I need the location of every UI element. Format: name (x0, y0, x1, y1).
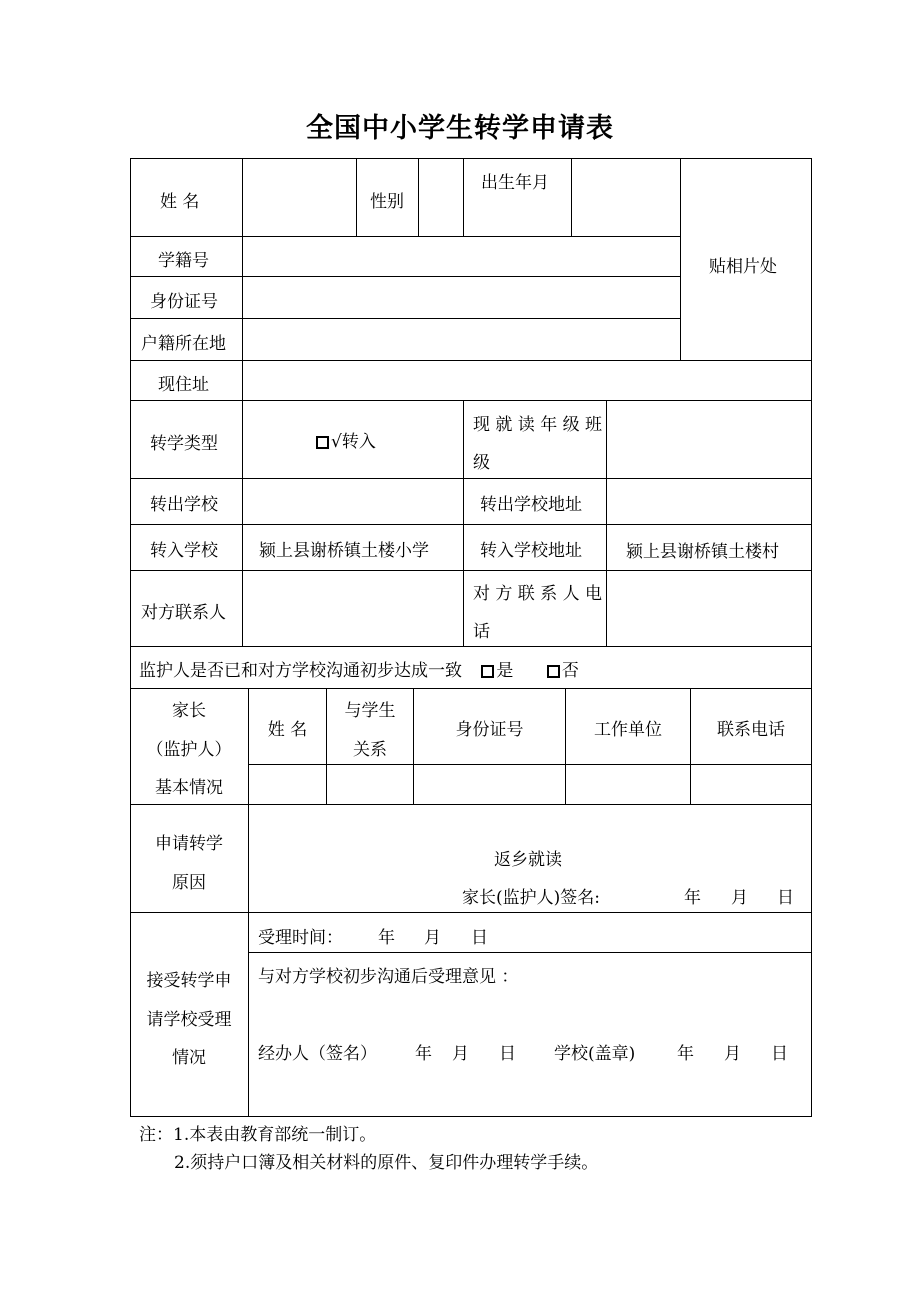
handler-month: 月 (452, 1044, 469, 1064)
transfer-in-checkbox[interactable] (316, 436, 329, 449)
guardian-signature-label: 家长(监护人)签名: (462, 888, 600, 908)
col-name-header: 姓 名 (267, 720, 308, 740)
reason-day: 日 (777, 888, 794, 908)
guardian-label-line3: 基本情况 (155, 778, 223, 798)
handler-day: 日 (499, 1044, 516, 1064)
no-label: 否 (561, 661, 579, 681)
in-school-addr-label: 转入学校地址 (480, 541, 582, 561)
school-year: 年 (677, 1044, 694, 1064)
accept-label-line1: 接受转学申 (146, 971, 232, 991)
contact-phone-label-line1: 对 方 联 系 人 电 (473, 584, 603, 604)
student-id-label: 学籍号 (158, 251, 209, 271)
col-id-header: 身份证号 (455, 720, 524, 740)
transfer-type-value (316, 432, 376, 452)
accept-time-year: 年 (378, 928, 395, 948)
no-checkbox[interactable] (547, 665, 560, 678)
address-label: 现住址 (158, 375, 209, 395)
reason-year: 年 (684, 888, 701, 908)
out-school-label: 转出学校 (150, 495, 218, 515)
contact-phone-label-line2: 话 (473, 622, 490, 642)
gender-label: 性别 (370, 192, 404, 212)
school-month: 月 (724, 1044, 741, 1064)
reason-month: 月 (731, 888, 748, 908)
school-stamp-label: 学校(盖章) (554, 1044, 636, 1064)
guardian-label-line1: 家长 (172, 701, 206, 721)
col-work-header: 工作单位 (594, 720, 662, 740)
accept-label-line3: 情况 (172, 1048, 206, 1068)
accept-label-line2: 请学校受理 (146, 1010, 232, 1030)
reason-label-line2: 原因 (172, 873, 206, 893)
guardian-agreement-question: 监护人是否已和对方学校沟通初步达成一致 (139, 661, 462, 681)
col-relation-header-line1: 与学生 (344, 701, 396, 721)
transfer-type-label: 转学类型 (150, 434, 218, 454)
name-label: 姓 名 (160, 192, 200, 212)
current-grade-label-line1: 现 就 读 年 级 班 (473, 415, 603, 435)
transfer-in-label: √转入 (331, 432, 376, 452)
hukou-label: 户籍所在地 (141, 334, 226, 354)
photo-label: 贴相片处 (709, 257, 777, 277)
handler-year: 年 (415, 1044, 432, 1064)
reason-label-line1: 申请转学 (155, 834, 223, 854)
col-phone-header: 联系电话 (717, 720, 785, 740)
accept-time-day: 日 (471, 928, 488, 948)
contact-label: 对方联系人 (141, 603, 226, 623)
guardian-label-line2: （监护人） (146, 740, 232, 760)
in-school-label: 转入学校 (150, 541, 218, 561)
accept-time-label: 受理时间： (258, 928, 343, 948)
col-relation-header-line2: 关系 (353, 740, 387, 760)
page-title: 全国中小学生转学申请表 (306, 113, 614, 144)
in-school-addr-value: 颍上县谢桥镇土楼村 (626, 542, 779, 562)
accept-time-month: 月 (424, 928, 441, 948)
current-grade-label-line2: 级 (473, 453, 490, 473)
out-school-addr-label: 转出学校地址 (480, 495, 582, 515)
note-1: 注：1.本表由教育部统一制订。 (139, 1125, 377, 1145)
yes-label: 是 (496, 661, 514, 681)
accept-opinion-label: 与对方学校初步沟通后受理意见 ： (258, 967, 519, 987)
guardian-agreement-row (139, 661, 579, 681)
yes-checkbox[interactable] (481, 665, 494, 678)
reason-value: 返乡就读 (494, 850, 562, 870)
handler-signature-label: 经办人（签名） (258, 1044, 377, 1064)
school-day: 日 (771, 1044, 788, 1064)
in-school-value: 颍上县谢桥镇土楼小学 (259, 541, 429, 561)
note-2: 2.须持户口簿及相关材料的原件、复印件办理转学手续。 (174, 1153, 599, 1173)
id-card-label: 身份证号 (150, 292, 218, 312)
birth-label: 出生年月 (481, 173, 549, 193)
